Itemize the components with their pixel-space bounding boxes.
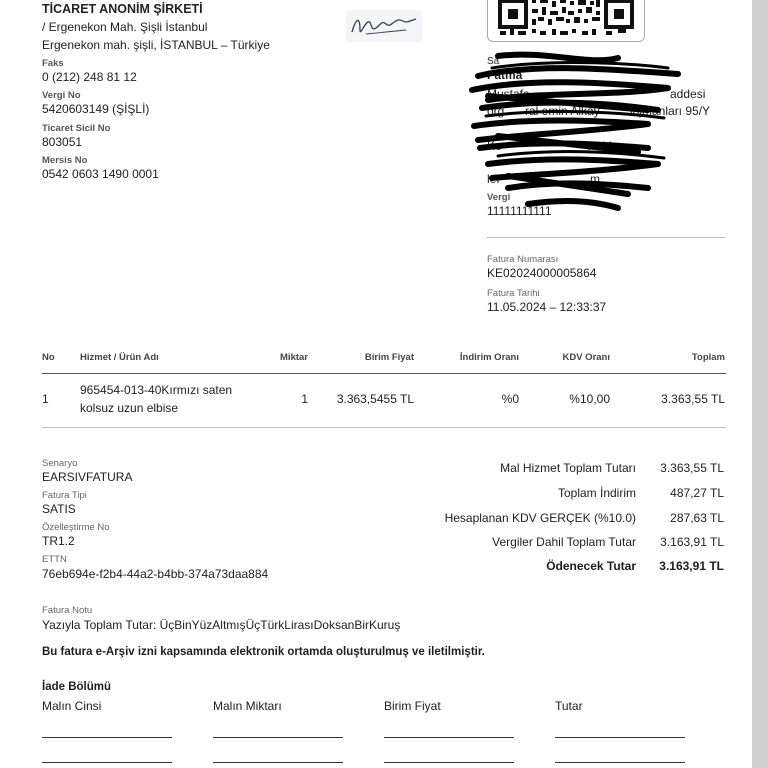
table-header-unit-price: Birim Fiyat xyxy=(364,352,414,363)
seller-tax-no-label: Vergi No xyxy=(42,90,81,101)
buyer-fragment-10: m xyxy=(590,172,600,186)
buyer-fragment-9: lef xyxy=(487,172,500,186)
qr-code-icon xyxy=(487,0,645,42)
row-qty: 1 xyxy=(301,392,308,406)
row-name-line2: kolsuz uzun elbise xyxy=(80,401,179,415)
row-total: 3.363,55 TL xyxy=(661,392,725,406)
table-header-total: Toplam xyxy=(691,352,725,363)
return-col-amount: Tutar xyxy=(555,699,583,713)
table-header-qty: Miktar xyxy=(280,352,308,363)
buyer-fragment-11: Vergi xyxy=(487,192,511,203)
redaction-scribble xyxy=(468,48,698,223)
invoice-type-value: SATIS xyxy=(42,502,76,516)
seller-fax-label: Faks xyxy=(42,58,64,69)
return-line-quantity-2[interactable] xyxy=(213,762,343,763)
row-discount: %0 xyxy=(501,392,519,406)
buyer-tax-id: 11111111111 xyxy=(487,204,552,218)
return-line-amount-2[interactable] xyxy=(555,762,685,763)
buyer-fragment-8: Türkiye xyxy=(585,139,625,153)
table-header-discount: İndirim Oranı xyxy=(459,352,519,363)
row-no: 1 xyxy=(42,392,49,406)
return-line-goods-type-2[interactable] xyxy=(42,762,172,763)
table-header-no: No xyxy=(42,352,55,363)
invoice-date: 11.05.2024 – 12:33:37 xyxy=(487,300,607,314)
total-incl-tax-label: Vergiler Dahil Toplam Tutar xyxy=(492,535,636,549)
buyer-fragment-0: Sa xyxy=(487,56,500,67)
seller-trade-reg-label: Ticaret Sicil No xyxy=(42,123,111,134)
buyer-fragment-4: org xyxy=(487,104,505,118)
table-header-divider xyxy=(42,373,726,374)
table-bottom-divider xyxy=(42,427,726,428)
invoice-number: KE02024000005864 xyxy=(487,266,597,280)
total-incl-tax-value: 3.163,91 TL xyxy=(660,535,724,549)
seller-address-line1: / Ergenekon Mah. Şişli İstanbul xyxy=(42,20,208,34)
total-vat-value: 287,63 TL xyxy=(670,511,724,525)
return-line-amount-1[interactable] xyxy=(555,737,685,738)
page-edge-shadow xyxy=(752,0,768,768)
return-line-quantity-1[interactable] xyxy=(213,737,343,738)
invoice-info-divider xyxy=(487,237,725,238)
amount-due-label: Ödenecek Tutar xyxy=(546,559,636,573)
buyer-fragment-7: Ke xyxy=(487,139,502,153)
row-vat: %10,00 xyxy=(569,392,610,406)
row-unit-price: 3.363,5455 TL xyxy=(336,392,414,406)
total-goods-value: 3.363,55 TL xyxy=(660,461,724,475)
ettn-value: 76eb694e-f2b4-44a2-b4bb-374a73daa884 xyxy=(42,567,269,581)
scenario-value: EARSIVFATURA xyxy=(42,470,133,484)
amount-due-value: 3.163,91 TL xyxy=(659,559,724,573)
customization-value: TR1.2 xyxy=(42,534,75,548)
invoice-number-label: Fatura Numarası xyxy=(487,254,559,265)
buyer-fragment-5: ral emin Alkay xyxy=(525,104,600,118)
buyer-fragment-3: addesi xyxy=(670,87,706,101)
total-vat-label: Hesaplanan KDV GERÇEK (%10.0) xyxy=(444,511,636,525)
invoice-note-text: Yazıyla Toplam Tutar: ÜçBinYüzAltmışÜçTürkLirasıDoksanBirKuruş xyxy=(42,618,401,632)
table-header-name: Hizmet / Ürün Adı xyxy=(80,352,159,363)
total-discount-label: Toplam İndirim xyxy=(557,486,636,500)
total-discount-value: 487,27 TL xyxy=(670,486,724,500)
buyer-fragment-6: lojmanları 95/Y xyxy=(630,104,711,118)
ettn-label: ETTN xyxy=(42,554,67,565)
return-line-unit-price-1[interactable] xyxy=(384,737,514,738)
seller-fax: 0 (212) 248 81 12 xyxy=(42,70,137,84)
signature-icon xyxy=(346,10,422,47)
row-name-line1: 965454-013-40Kırmızı saten xyxy=(80,383,233,397)
invoice-date-label: Fatura Tarihi xyxy=(487,288,540,299)
return-col-goods-type: Malın Cinsi xyxy=(42,699,102,713)
buyer-fragment-2: Mustafa xyxy=(487,87,530,101)
buyer-fragment-1: Fatma xyxy=(487,68,523,82)
seller-trade-reg: 803051 xyxy=(42,135,83,149)
seller-mersis-label: Mersis No xyxy=(42,155,88,166)
invoice-note-label: Fatura Notu xyxy=(42,605,93,616)
return-col-quantity: Malın Miktarı xyxy=(213,699,282,713)
seller-address-line2: Ergenekon mah. şişli, İSTANBUL – Türkiye xyxy=(42,38,270,52)
scenario-label: Senaryo xyxy=(42,458,78,469)
seller-tax-no: 5420603149 (ŞİŞLİ) xyxy=(42,102,150,116)
return-line-unit-price-2[interactable] xyxy=(384,762,514,763)
invoice-type-label: Fatura Tipi xyxy=(42,490,87,501)
table-header-vat: KDV Oranı xyxy=(562,352,610,363)
total-goods-label: Mal Hizmet Toplam Tutarı xyxy=(500,461,636,475)
e-archive-statement: Bu fatura e-Arşiv izni kapsamında elektronik ortamda oluşturulmuş ve iletilmiştir. xyxy=(42,646,485,658)
customization-label: Özelleştirme No xyxy=(42,522,110,533)
seller-company-name: TİCARET ANONİM ŞİRKETİ xyxy=(42,2,203,16)
return-col-unit-price: Birim Fiyat xyxy=(384,699,441,713)
return-section-title: İade Bölümü xyxy=(42,681,112,693)
seller-mersis: 0542 0603 1490 0001 xyxy=(42,167,159,181)
return-line-goods-type-1[interactable] xyxy=(42,737,172,738)
